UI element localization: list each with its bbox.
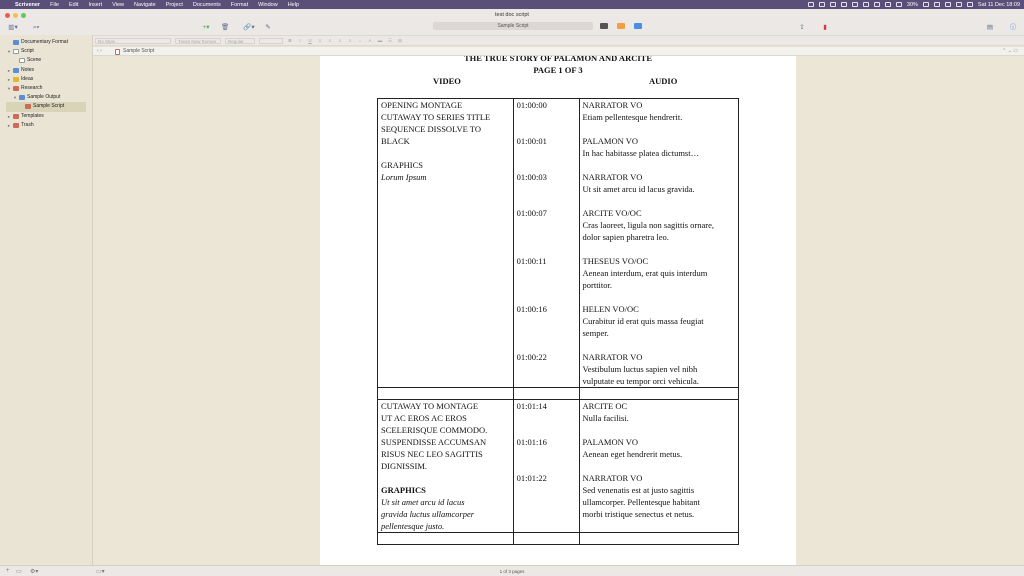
speaker: NARRATOR VO xyxy=(582,352,643,362)
binder-item-label: Sample Script xyxy=(33,103,65,110)
document-icon xyxy=(13,86,19,91)
spacer xyxy=(517,424,576,436)
spacer xyxy=(517,363,576,375)
video-line: DIGNISSIM. xyxy=(381,461,428,471)
italic-button[interactable]: I xyxy=(299,38,301,43)
align-center-icon[interactable]: ≡ xyxy=(328,38,332,43)
share-icon[interactable]: ⇪ xyxy=(799,24,805,31)
wifi-icon[interactable] xyxy=(934,2,940,7)
menu-clock[interactable]: Sat 11 Dec 18:09 xyxy=(977,1,1020,8)
graphics-text: Ut sit amet arcu id lacus xyxy=(381,497,465,507)
binder-item[interactable] xyxy=(0,121,92,130)
audio-line: semper. xyxy=(582,328,609,338)
spacer xyxy=(583,339,736,351)
video-line: SCELERISQUE COMMODO. xyxy=(381,425,488,435)
document-icon xyxy=(13,49,19,54)
status-app-icon[interactable] xyxy=(808,2,814,7)
timecode: 01:00:01 xyxy=(516,136,547,146)
graphics-text: pellentesque justo. xyxy=(381,521,445,531)
list-icon[interactable]: ☰ xyxy=(387,37,393,43)
audio-column-heading: AUDIO xyxy=(649,76,678,86)
script-row xyxy=(378,400,739,533)
empty-row xyxy=(378,533,739,545)
status-app-icon[interactable] xyxy=(863,2,869,7)
graphics-label: GRAPHICS xyxy=(381,160,424,170)
timecode: 01:00:22 xyxy=(516,352,547,362)
spacer xyxy=(517,111,576,123)
link-icon[interactable]: 🔗▾ xyxy=(243,24,255,31)
binder-item[interactable] xyxy=(0,84,92,93)
underline-button[interactable]: U xyxy=(308,38,312,43)
add-icon[interactable]: +▾ xyxy=(202,24,210,31)
spacer xyxy=(517,448,576,460)
video-line: CUTAWAY TO MONTAGE xyxy=(381,401,479,411)
speaker: NARRATOR VO xyxy=(582,172,643,182)
spacer xyxy=(517,375,576,387)
spacer xyxy=(517,183,576,195)
video-line: RISUS NEC LEO SAGITTIS xyxy=(381,449,483,459)
disclosure-open-icon[interactable]: ▾ xyxy=(7,49,11,55)
audio-cell[interactable] xyxy=(579,400,739,533)
audio-line: Aenean eget hendrerit metus. xyxy=(582,449,683,459)
table-icon[interactable]: ⊞ xyxy=(398,37,402,43)
timecode: 01:00:03 xyxy=(516,172,547,182)
audio-line: Vestibulum luctus sapien vel nibh xyxy=(582,364,698,374)
view-corkboard-icon[interactable] xyxy=(617,23,625,29)
window-titlebar xyxy=(0,9,1024,21)
speaker: ARCITE VO/OC xyxy=(582,208,642,218)
spacer xyxy=(517,460,576,472)
status-app-icon[interactable] xyxy=(874,2,880,7)
audio-line: vulputate eu tempor orci vehicula. xyxy=(582,376,699,386)
timecode: 01:00:00 xyxy=(516,100,547,110)
disclosure-closed-icon[interactable]: ▸ xyxy=(7,76,11,82)
empty-cell[interactable] xyxy=(579,388,739,400)
binder-item-label: Templates xyxy=(21,112,44,119)
binder-item[interactable] xyxy=(0,112,92,121)
script-row xyxy=(378,99,739,388)
speaker: NARRATOR VO xyxy=(582,100,643,110)
speaker: HELEN VO/OC xyxy=(582,304,639,314)
audio-line: morbi tristique senectus et netus. xyxy=(582,509,695,519)
timecode: 01:00:11 xyxy=(516,256,547,266)
align-left-icon[interactable]: ≡ xyxy=(318,38,322,43)
font-weight-select[interactable]: Regular xyxy=(225,38,255,44)
search-icon[interactable] xyxy=(945,2,951,7)
audio-line: Cras laoreet, ligula non sagittis ornare, xyxy=(582,220,714,230)
script-table[interactable] xyxy=(377,98,739,545)
spacer xyxy=(583,159,736,171)
control-center-icon[interactable] xyxy=(956,2,962,7)
spacer xyxy=(517,291,576,303)
script-title: THE TRUE STORY OF PALAMON AND ARCITE xyxy=(464,56,652,63)
binder-item-label: Ideas xyxy=(21,75,34,82)
status-area xyxy=(808,2,1024,8)
menu-project[interactable]: Project xyxy=(165,1,183,8)
speaker: THESEUS VO/OC xyxy=(582,256,649,266)
page-label: PAGE 1 OF 3 xyxy=(533,65,583,75)
spacer xyxy=(517,412,576,424)
battery-icon[interactable] xyxy=(923,2,929,7)
speaker: PALAMON VO xyxy=(582,136,638,146)
video-cell[interactable] xyxy=(378,400,514,533)
timecode-cell[interactable] xyxy=(513,400,579,533)
document-icon xyxy=(13,123,19,128)
speaker: PALAMON VO xyxy=(582,437,638,447)
timecode: 01:01:14 xyxy=(516,401,547,411)
spacer xyxy=(381,147,510,159)
menu-help[interactable]: Help xyxy=(287,1,299,8)
add-folder-icon[interactable]: ▭ xyxy=(16,569,22,575)
spacer xyxy=(517,279,576,291)
breadcrumb[interactable] xyxy=(115,47,154,56)
spacer xyxy=(517,315,576,327)
audio-line: ullamcorper. Pellentesque habitant xyxy=(582,497,700,507)
spacer xyxy=(517,159,576,171)
menu-window[interactable]: Window xyxy=(258,1,278,8)
spacer xyxy=(517,339,576,351)
audio-line: In hac habitasse platea dictumst… xyxy=(582,148,700,158)
text-color-icon[interactable]: A xyxy=(368,38,372,43)
spacer xyxy=(583,243,736,255)
font-size-select[interactable] xyxy=(259,38,283,44)
history-nav[interactable]: ‹ › xyxy=(97,48,102,54)
spacer xyxy=(583,424,736,436)
info-icon[interactable]: ⓘ xyxy=(1009,24,1017,31)
spacer xyxy=(583,123,736,135)
audio-line: Ut sit amet arcu id lacus gravida. xyxy=(582,184,695,194)
menu-view[interactable]: View xyxy=(112,1,125,8)
binder-item[interactable] xyxy=(0,93,92,102)
timecode-cell[interactable] xyxy=(513,99,579,388)
status-app-icon[interactable] xyxy=(885,2,891,7)
graphics-label: GRAPHICS xyxy=(381,485,426,495)
inspector-toggle-icon[interactable]: ▤ xyxy=(986,24,994,31)
spacer xyxy=(583,291,736,303)
empty-cell[interactable] xyxy=(513,388,579,400)
spacer xyxy=(583,195,736,207)
document-icon xyxy=(13,40,19,45)
audio-cell[interactable] xyxy=(579,99,739,388)
binder-item-label: Sample Output xyxy=(27,94,61,101)
menu-insert[interactable]: Insert xyxy=(88,1,103,8)
audio-line: Aenean interdum, erat quis interdum xyxy=(582,268,708,278)
edit-icon[interactable]: ✎ xyxy=(265,24,271,31)
window-title: test doc script xyxy=(495,12,529,18)
bold-button[interactable]: B xyxy=(288,38,292,43)
spacer xyxy=(517,195,576,207)
binder-item-label: Scene xyxy=(27,57,42,64)
document-title-pill[interactable]: Sample Script xyxy=(433,22,593,30)
audio-line: Curabitur id erat quis massa feugiat xyxy=(582,316,704,326)
document-page[interactable] xyxy=(320,56,796,565)
document-icon xyxy=(13,114,19,119)
empty-cell[interactable] xyxy=(378,533,514,545)
binder-item[interactable] xyxy=(0,56,92,65)
timecode: 01:00:07 xyxy=(516,208,547,218)
menu-file[interactable]: File xyxy=(50,1,59,8)
spacer xyxy=(517,231,576,243)
line-spacing-icon[interactable]: ↕ xyxy=(358,38,362,43)
status-app-icon[interactable] xyxy=(819,2,825,7)
disclosure-closed-icon[interactable]: ▸ xyxy=(7,122,11,128)
video-line: SEQUENCE DISSOLVE TO xyxy=(381,124,481,134)
document-icon xyxy=(19,58,25,63)
video-line: OPENING MONTAGE xyxy=(381,100,463,110)
spacer xyxy=(517,508,576,520)
bookmark-icon[interactable]: ▮ xyxy=(823,24,827,31)
spacer xyxy=(517,147,576,159)
trash-icon[interactable]: 🗑 xyxy=(221,24,230,31)
battery-percent[interactable]: 30% xyxy=(906,1,918,8)
breadcrumb-document: Sample Script xyxy=(123,48,155,54)
video-line: UT AC EROS AC EROS xyxy=(381,413,467,423)
timecode: 01:01:16 xyxy=(516,437,547,447)
binder-item[interactable] xyxy=(6,102,86,111)
align-justify-icon[interactable]: ≡ xyxy=(348,38,352,43)
binder-item-label: Documentary Format xyxy=(21,39,68,45)
document-nav-arrows[interactable]: ⌃ ⌄ ▭ xyxy=(1002,48,1018,54)
format-bar xyxy=(93,35,1024,46)
audio-line: Sed venenatis est at justo sagittis xyxy=(582,485,695,495)
view-scrivenings-icon[interactable] xyxy=(600,23,608,29)
add-item-icon[interactable]: + xyxy=(6,568,10,574)
footer-bar xyxy=(0,565,1024,576)
spacer xyxy=(517,123,576,135)
timecode: 01:01:22 xyxy=(516,473,547,483)
font-family-select[interactable]: Times New Roman xyxy=(175,38,221,44)
page-count: 1 of 3 pages xyxy=(499,569,525,574)
video-line: CUTAWAY TO SERIES TITLE xyxy=(381,112,491,122)
spacer xyxy=(583,460,736,472)
settings-icon[interactable]: ⚙▾ xyxy=(30,569,39,575)
menu-format[interactable]: Format xyxy=(230,1,249,8)
binder-item-label: Script xyxy=(21,48,34,55)
video-column-heading: VIDEO xyxy=(433,76,461,86)
binder-item[interactable] xyxy=(0,38,92,47)
graphics-text: gravida luctus ullamcorper xyxy=(381,509,475,519)
spacer xyxy=(517,219,576,231)
video-line: BLACK xyxy=(381,136,410,146)
status-app-icon[interactable] xyxy=(896,2,902,7)
view-outline-icon[interactable] xyxy=(634,23,642,29)
menu-edit[interactable]: Edit xyxy=(68,1,79,8)
binder-item[interactable] xyxy=(0,66,92,75)
spacer xyxy=(517,267,576,279)
search-icon[interactable]: ⌕▾ xyxy=(32,24,40,31)
binder-item-label: Notes xyxy=(21,66,35,73)
empty-cell[interactable] xyxy=(513,533,579,545)
video-line: SUSPENDISSE ACCUMSAN xyxy=(381,437,487,447)
graphics-text: Lorum Ipsum xyxy=(381,172,427,182)
highlight-icon[interactable]: ▬ xyxy=(377,38,383,43)
document-icon xyxy=(13,77,19,82)
text-scale-icon[interactable]: ▭▾ xyxy=(96,569,105,575)
menu-documents[interactable]: Documents xyxy=(192,1,221,8)
menu-app[interactable]: Scrivener xyxy=(15,1,41,8)
document-icon xyxy=(25,104,31,109)
audio-line: Etiam pellentesque hendrerit. xyxy=(582,112,683,122)
status-app-icon[interactable] xyxy=(830,2,836,7)
style-select[interactable]: No Style xyxy=(95,38,171,44)
empty-cell[interactable] xyxy=(378,388,514,400)
timecode: 01:00:16 xyxy=(516,304,547,314)
binder-item-label: Research xyxy=(21,84,43,91)
audio-line: dolor sapien pharetra leo. xyxy=(582,232,669,242)
binder-item-label: Trash xyxy=(21,121,34,128)
spacer xyxy=(381,472,510,484)
empty-cell[interactable] xyxy=(579,533,739,545)
menu-bar xyxy=(0,0,1024,9)
binder-toggle-icon[interactable]: ▥▾ xyxy=(8,24,18,31)
speaker: NARRATOR VO xyxy=(582,473,643,483)
binder-item[interactable] xyxy=(0,75,92,84)
empty-row xyxy=(378,388,739,400)
disclosure-open-icon[interactable]: ▾ xyxy=(13,95,17,101)
spacer xyxy=(517,484,576,496)
spacer xyxy=(517,496,576,508)
document-icon xyxy=(115,49,120,55)
status-app-icon[interactable] xyxy=(841,2,847,7)
audio-line: porttitor. xyxy=(582,280,613,290)
spacer xyxy=(517,327,576,339)
binder-item[interactable] xyxy=(0,47,92,56)
document-icon xyxy=(19,95,25,100)
menu-navigate[interactable]: Navigate xyxy=(134,1,156,8)
editor-header xyxy=(93,47,1024,56)
spacer xyxy=(517,243,576,255)
disclosure-open-icon[interactable]: ▾ xyxy=(7,85,11,91)
siri-icon[interactable] xyxy=(967,2,973,7)
audio-line: Nulla facilisi. xyxy=(582,413,629,423)
disclosure-closed-icon[interactable]: ▸ xyxy=(7,67,11,73)
status-app-icon[interactable] xyxy=(852,2,858,7)
document-icon xyxy=(13,68,19,73)
binder-sidebar xyxy=(0,35,93,565)
speaker: ARCITE OC xyxy=(582,401,628,411)
video-cell[interactable] xyxy=(378,99,514,388)
disclosure-closed-icon[interactable]: ▸ xyxy=(7,113,11,119)
align-right-icon[interactable]: ≡ xyxy=(338,38,342,43)
